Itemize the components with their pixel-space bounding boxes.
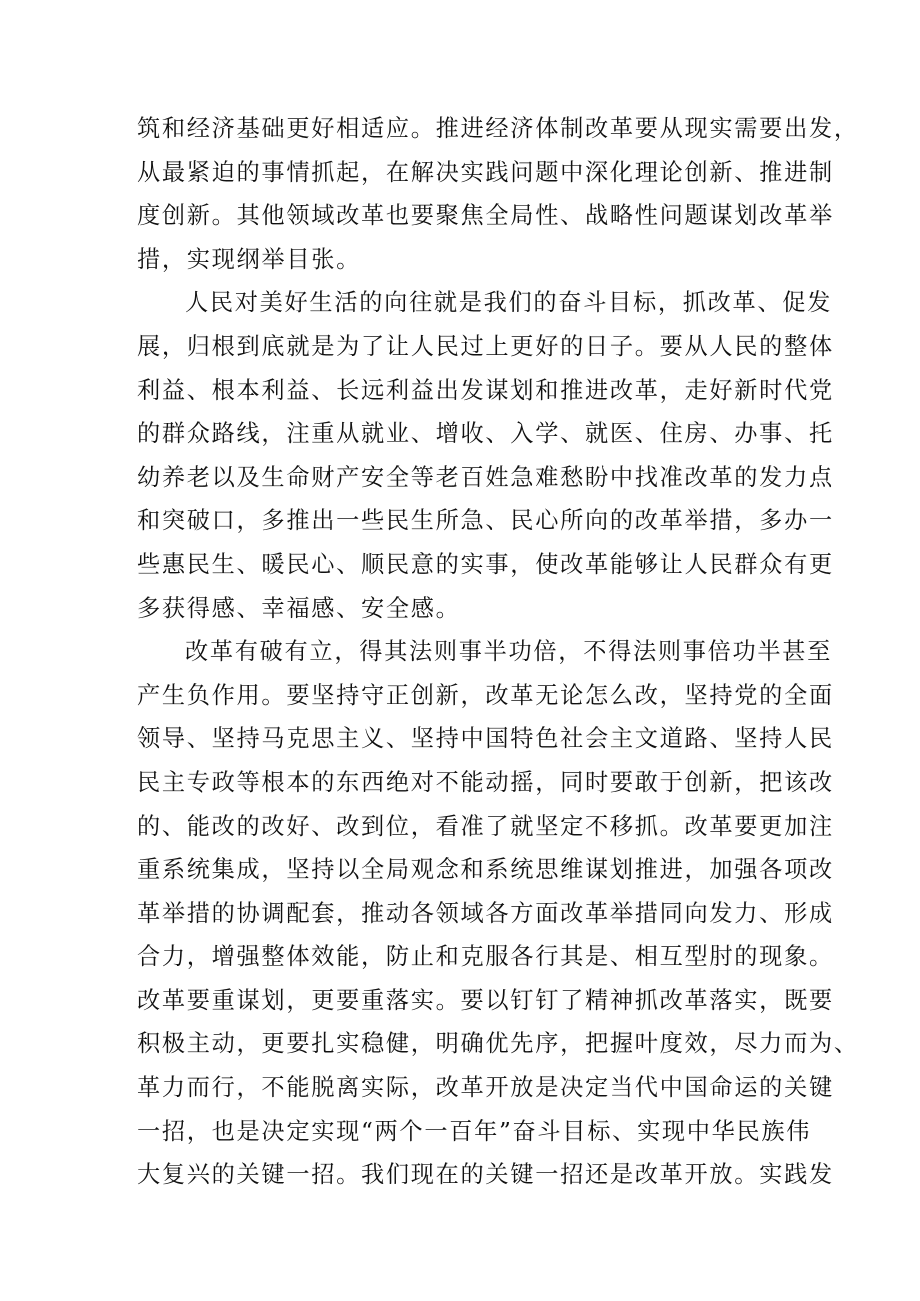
text-line: 领导、坚持马克思主义、坚持中国特色社会主文道路、坚持人民 bbox=[137, 725, 834, 753]
text-line: 重系统集成，坚持以全局观念和系统思维谋划推进，加强各项改 bbox=[137, 856, 834, 884]
text-line: 合力，增强整体效能，防止和克服各行其是、相互型肘的现象。 bbox=[137, 943, 834, 971]
text-line: 展，归根到底就是为了让人民过上更好的日子。要从人民的整体 bbox=[137, 332, 834, 360]
text-line: 利益、根本利益、长远利益出发谋划和推进改革，走好新时代党 bbox=[137, 376, 834, 404]
text-line: 产生负作用。要坚持守正创新，改革无论怎么改，坚持党的全面 bbox=[137, 681, 834, 709]
text-line: 革力而行，不能脱离实际，改革开放是决定当代中国命运的关键 bbox=[137, 1074, 834, 1102]
text-line: 度创新。其他领域改革也要聚焦全局性、战略性问题谋划改革举 bbox=[137, 202, 834, 230]
paragraph-3 bbox=[137, 630, 859, 1197]
text-line: 措，实现纲举目张。 bbox=[137, 245, 361, 273]
text-line: 一招，也是决定实现“两个一百年”奋斗目标、实现中华民族伟 bbox=[137, 1117, 812, 1145]
text-line: 改革要重谋划，更要重落实。要以钉钉了精神抓改革落实，既要 bbox=[137, 986, 834, 1014]
text-line: 民主专政等根本的东西绝对不能动摇，同时要敢于创新，把该改 bbox=[137, 768, 834, 796]
text-line: 的、能改的改好、改到位，看准了就坚定不移抓。改革要更加注 bbox=[137, 812, 834, 840]
text-line: 从最紧迫的事情抓起，在解决实践问题中深化理论创新、推进制 bbox=[137, 158, 834, 186]
text-line: 筑和经济基础更好相适应。推进经济体制改革要从现实需要出发， bbox=[137, 115, 859, 142]
text-line: 和突破口，多推出一些民生所急、民心所向的改革举措，多办一 bbox=[137, 507, 834, 535]
paragraph-2 bbox=[137, 281, 834, 630]
paragraph-1 bbox=[137, 107, 859, 281]
document-body bbox=[137, 107, 859, 1197]
text-line: 积极主动，更要扎实稳健，明确优先序，把握叶度效，尽力而为、 bbox=[137, 1030, 859, 1058]
text-line: 些惠民生、暖民心、顺民意的实事，使改革能够让人民群众有更 bbox=[137, 550, 834, 578]
text-line: 幼养老以及生命财产安全等老百姓急难愁盼中找准改革的发力点 bbox=[137, 463, 834, 491]
text-line: 的群众路线，注重从就业、增收、入学、就医、住房、办事、托 bbox=[137, 420, 834, 448]
text-line: 改革有破有立，得其法则事半功倍，不得法则事倍功半甚至 bbox=[185, 638, 833, 666]
text-line: 人民对美好生活的向往就是我们的奋斗目标，抓改革、促发 bbox=[185, 289, 833, 317]
text-line: 多获得感、幸福感、安全感。 bbox=[137, 594, 461, 622]
text-line: 革举措的协调配套，推动各领域各方面改革举措同向发力、形成 bbox=[137, 899, 834, 927]
text-line: 大复兴的关键一招。我们现在的关键一招还是改革开放。实践发 bbox=[137, 1161, 834, 1189]
